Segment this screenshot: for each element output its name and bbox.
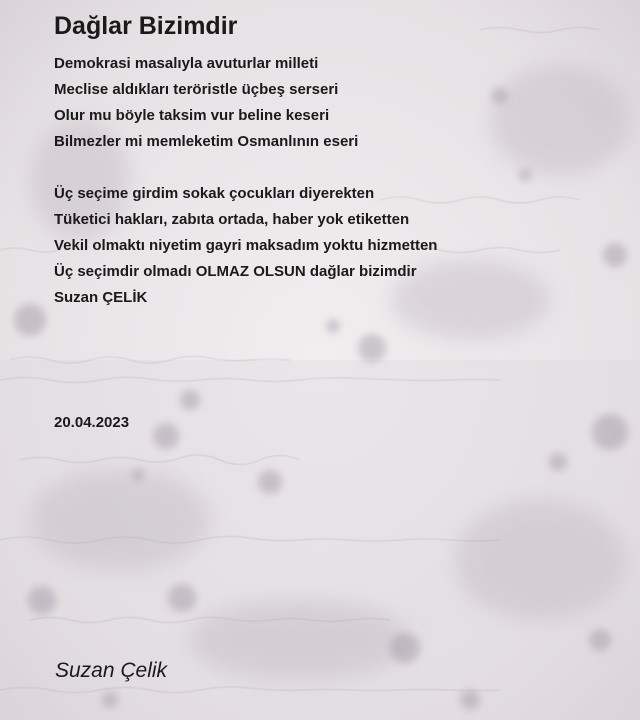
poem-title: Dağlar Bizimdir — [54, 12, 238, 40]
poem-body — [54, 51, 437, 311]
poem-line: Meclise aldıkları teröristle üçbeş serseri — [54, 81, 339, 98]
poem-line: Demokrasi masalıyla avuturlar milleti — [54, 55, 319, 72]
stanza-break — [54, 155, 437, 181]
poem-line: Tüketici hakları, zabıta ortada, haber yok etiketten — [54, 211, 410, 228]
poem-line: Vekil olmaktı niyetim gayri maksadım yoktu hizmetten — [54, 237, 438, 254]
poem-line: Olur mu böyle taksim vur beline keseri — [54, 107, 330, 124]
poem-author-line: Suzan ÇELİK — [54, 289, 148, 306]
poem-line: Üç seçime girdim sokak çocukları diyerekten — [54, 185, 375, 202]
poem-line: Bilmezler mi memleketim Osmanlının eseri — [54, 133, 359, 150]
author-signature: Suzan Çelik — [55, 659, 168, 682]
poem-date: 20.04.2023 — [54, 414, 130, 431]
poem-line: Üç seçimdir olmadı OLMAZ OLSUN dağlar bizimdir — [54, 263, 417, 280]
poem — [54, 10, 437, 311]
